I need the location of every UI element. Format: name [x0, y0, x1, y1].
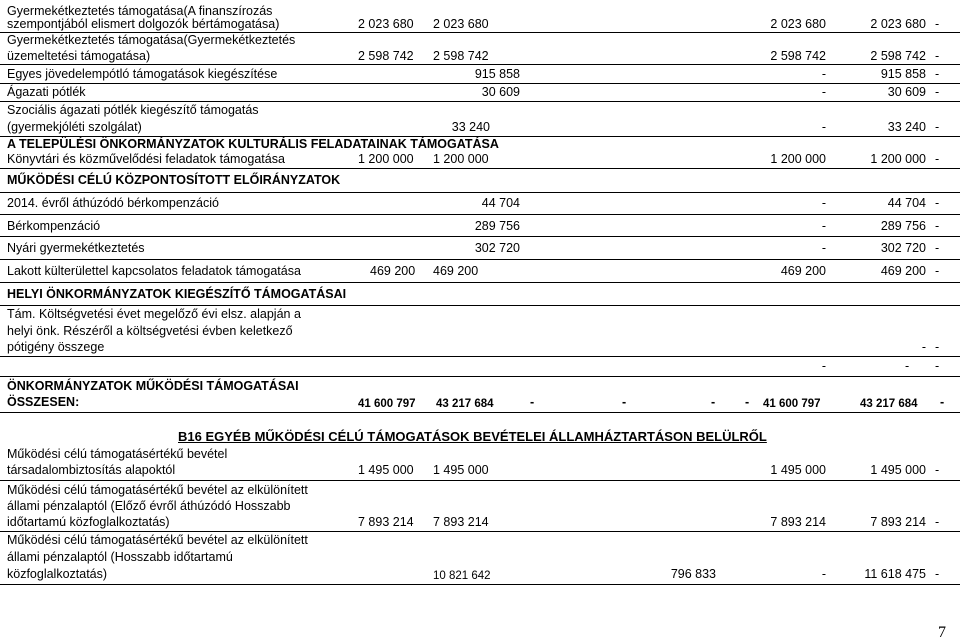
total-value: 43 217 684 — [436, 398, 494, 410]
row-label: állami pénzalaptól (Hosszabb időtartamú — [7, 550, 233, 564]
row-label: helyi önk. Részéről a költségvetési évben keletkező — [7, 324, 293, 338]
cell-dash: - — [935, 340, 940, 354]
cell-value: 1 200 000 — [770, 152, 826, 166]
cell-value: - — [821, 85, 826, 99]
cell-value: 10 821 642 — [433, 570, 491, 582]
row-divider — [0, 480, 960, 481]
cell-value: 1 200 000 — [358, 152, 414, 166]
total-value: 41 600 797 — [763, 398, 821, 410]
cell-value: 289 756 — [880, 219, 926, 233]
cell-value: 1 495 000 — [770, 463, 826, 477]
cell-value: 469 200 — [433, 264, 479, 278]
total-dash: - — [940, 395, 945, 409]
row-divider — [0, 412, 960, 413]
cell-dash: - — [821, 359, 826, 373]
total-dash: - — [745, 395, 750, 409]
cell-value: 2 023 680 — [770, 17, 826, 31]
row-divider — [0, 282, 960, 283]
row-divider — [0, 192, 960, 193]
total-label: ÖNKORMÁNYZATOK MŰKÖDÉSI TÁMOGATÁSAI — [7, 379, 299, 393]
cell-value: 302 720 — [880, 241, 926, 255]
cell-value: 2 023 680 — [358, 17, 414, 31]
cell-dash: - — [935, 67, 940, 81]
cell-value: - — [821, 219, 826, 233]
cell-value: 1 495 000 — [870, 463, 926, 477]
cell-value: 11 618 475 — [864, 567, 926, 581]
row-divider — [0, 376, 960, 377]
row-divider — [0, 64, 960, 65]
row-label: Tám. Költségvetési évet megelőző évi elsz. alapján a — [7, 307, 301, 321]
cell-value: 7 893 214 — [870, 515, 926, 529]
cell-value: 2 598 742 — [358, 49, 414, 63]
cell-value: 7 893 214 — [433, 515, 489, 529]
total-value: 41 600 797 — [358, 398, 416, 410]
cell-dash: - — [935, 463, 940, 477]
cell-value: - — [821, 196, 826, 210]
cell-dash: - — [905, 359, 910, 373]
row-divider — [0, 168, 960, 169]
cell-value: 1 495 000 — [433, 463, 489, 477]
cell-value: 2 023 680 — [433, 17, 489, 31]
cell-value: 30 609 — [887, 85, 926, 99]
total-dash: - — [711, 395, 716, 409]
row-divider — [0, 356, 960, 357]
cell-value: 469 200 — [880, 264, 926, 278]
section-heading: A TELEPÜLÉSI ÖNKORMÁNYZATOK KULTURÁLIS FELADATAINAK TÁMOGATÁSA — [7, 137, 499, 151]
row-label: időtartamú közfoglalkoztatás) — [7, 515, 170, 529]
cell-value: 1 200 000 — [433, 152, 489, 166]
row-label: Működési célú támogatásértékű bevétel az elkülönített — [7, 533, 308, 547]
row-label: Nyári gyermekétkeztetés — [7, 241, 145, 255]
cell-value: 2 023 680 — [870, 17, 926, 31]
row-divider — [0, 584, 960, 585]
row-divider — [0, 259, 960, 260]
total-value: 43 217 684 — [860, 398, 918, 410]
cell-dash: - — [935, 515, 940, 529]
row-label: Gyermekétkeztetés támogatása(Gyermekétkeztetés — [7, 33, 296, 47]
cell-dash: - — [935, 120, 940, 134]
cell-dash: - — [935, 241, 940, 255]
cell-value: 1 495 000 — [358, 463, 414, 477]
row-label: 2014. évről áthúzódó bérkompenzáció — [7, 196, 219, 210]
row-label: közfoglalkoztatás) — [7, 567, 108, 581]
cell-dash: - — [935, 49, 940, 63]
row-label: Egyes jövedelempótló támogatások kiegészítése — [7, 67, 278, 81]
cell-value: - — [821, 67, 826, 81]
row-label: Könyvtári és közművelődési feladatok támogatása — [7, 152, 285, 166]
cell-value: 915 858 — [474, 67, 520, 81]
cell-value: 44 704 — [481, 196, 520, 210]
cell-value: 469 200 — [780, 264, 826, 278]
cell-value: 289 756 — [474, 219, 520, 233]
cell-value: 7 893 214 — [770, 515, 826, 529]
row-label: Gyermekétkeztetés támogatása(A finanszírozás — [7, 4, 273, 18]
cell-dash: - — [935, 85, 940, 99]
total-dash: - — [622, 395, 627, 409]
section-heading: MŰKÖDÉSI CÉLÚ KÖZPONTOSÍTOTT ELŐIRÁNYZATOK — [7, 173, 341, 187]
row-label: Lakott külterülettel kapcsolatos feladatok támogatása — [7, 264, 301, 278]
cell-dash: - — [935, 359, 940, 373]
cell-value: 2 598 742 — [433, 49, 489, 63]
cell-value: 1 200 000 — [870, 152, 926, 166]
row-divider — [0, 236, 960, 237]
cell-dash: - — [935, 264, 940, 278]
row-divider — [0, 214, 960, 215]
cell-dash: - — [935, 17, 940, 31]
cell-value: 30 609 — [481, 85, 520, 99]
cell-value: - — [821, 241, 826, 255]
cell-value: - — [821, 567, 826, 581]
cell-value: - — [821, 120, 826, 134]
row-label: Működési célú támogatásértékű bevétel az elkülönített — [7, 483, 308, 497]
row-label: Bérkompenzáció — [7, 219, 101, 233]
row-label: pótigény összege — [7, 340, 105, 354]
cell-dash: - — [935, 152, 940, 166]
row-label: állami pénzalaptól (Előző évről áthúzódó Hosszabb — [7, 499, 291, 513]
section-heading: HELYI ÖNKORMÁNYZATOK KIEGÉSZÍTŐ TÁMOGATÁSAI — [7, 287, 347, 301]
cell-value: 2 598 742 — [870, 49, 926, 63]
cell-dash: - — [935, 567, 940, 581]
row-label: üzemeltetési támogatása) — [7, 49, 151, 63]
row-label: szempontjából elismert dolgozók bértámogatása) — [7, 17, 280, 31]
cell-value: 33 240 — [451, 120, 490, 134]
total-dash: - — [530, 395, 535, 409]
cell-value: - — [921, 340, 926, 354]
cell-value: 7 893 214 — [358, 515, 414, 529]
row-label: (gyermekjóléti szolgálat) — [7, 120, 142, 134]
row-label: Szociális ágazati pótlék kiegészítő támogatás — [7, 103, 259, 117]
cell-value: 796 833 — [670, 567, 716, 581]
cell-value: 33 240 — [887, 120, 926, 134]
row-label: Működési célú támogatásértékű bevétel — [7, 447, 228, 461]
cell-dash: - — [935, 219, 940, 233]
cell-value: 44 704 — [887, 196, 926, 210]
cell-dash: - — [935, 196, 940, 210]
cell-value: 302 720 — [474, 241, 520, 255]
page-number: 7 — [938, 624, 946, 641]
row-label: Ágazati pótlék — [7, 85, 86, 99]
row-label: társadalombiztosítás alapoktól — [7, 463, 176, 477]
cell-value: 915 858 — [880, 67, 926, 81]
cell-value: 2 598 742 — [770, 49, 826, 63]
total-label: ÖSSZESEN: — [7, 395, 80, 409]
section-heading: B16 EGYÉB MŰKÖDÉSI CÉLÚ TÁMOGATÁSOK BEVÉTELEI ÁLLAMHÁZTARTÁSON BELÜLRŐL — [178, 429, 767, 444]
cell-value: 469 200 — [370, 264, 416, 278]
